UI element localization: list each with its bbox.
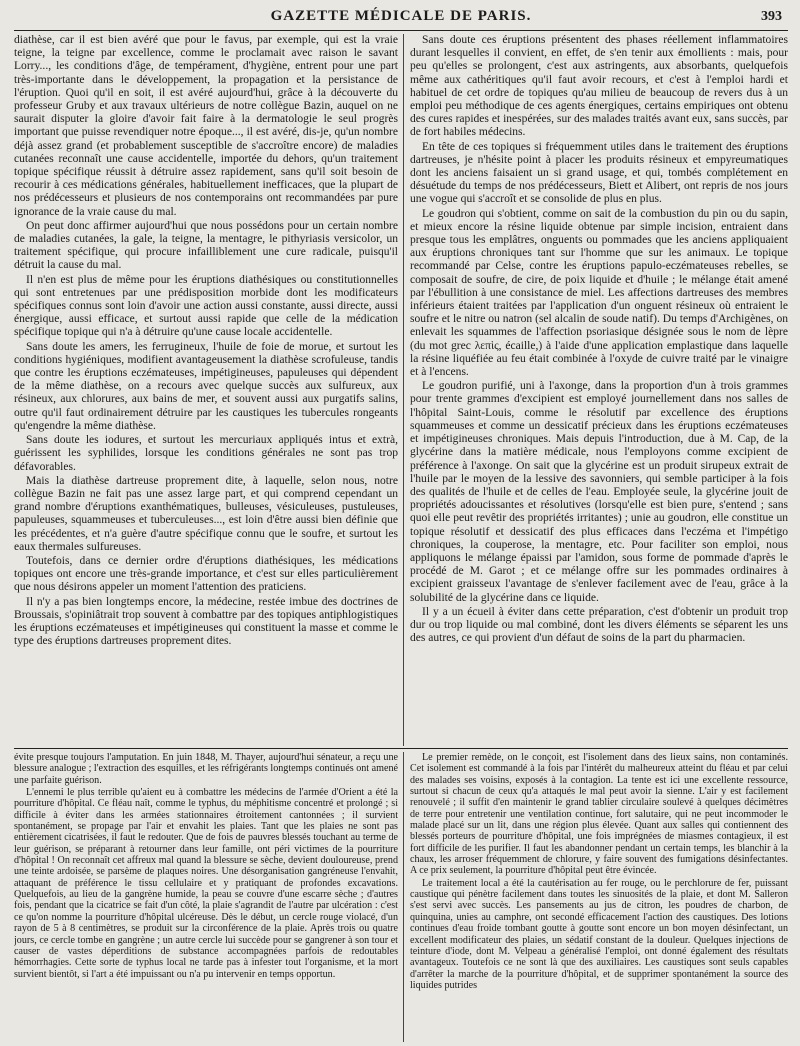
paragraph: Le traitement local a été la cautérisation au fer rouge, ou le perchlorure de fer, puissant caustique qui pénètre facilement dans toutes les sinuosités de la plaie, et dont M. Salleron s'est servi avec succès. Les pansements au jus de citron, les poudres de charbon, de quinquina, unies au camphre, ont secondé efficacement l'action des caustiques. Des lotions continues d'eau froide tombant goutte à goutte sont encore un bon moyen désinfectant, un excellent modificateur des plaies, un sédatif constant de la douleur. Quelques injections de teinture d'iode, dont M. Velpeau a généralisé l'emploi, ont donné également des résultats avantageux. Toutefois ce ne sont là que des auxiliaires. Les caustiques sont seuls capables d'arrêter la marche de la pourriture d'hôpital, et de supprimer spontanément la source des liquides putrides (410, 877, 788, 991)
column-rule (403, 34, 404, 746)
paragraph: Le goudron purifié, uni à l'axonge, dans la proportion d'un à trois grammes pour trente grammes d'excipient est employé journellement dans nos salles de l'hôpital Saint-Louis, comme le résolutif par excellence des éruptions squammeuses et comme un dessicatif précieux dans les éruptions eczémateuses et impétigineuses chroniques. Mais depuis l'introduction, due à M. Cap, de la glycérine dans la matière médicale, nous l'employons comme excipient de préférence à l'axonge. On sait que la glycérine est un produit sirupeux extrait de l'huile par le moyen de la lessive des savonniers, qui semble participer à la fois des qualités de l'huile et de celles de l'eau. Employée seule, la glycérine jouit de propriétés adoucissantes et résolutives (lorsqu'elle est bien pure, s'entend ; sans quoi elle peut revêtir des propriétés irritantes) ; unie au goudron, elle constitue un topique résolutif et dessicatif des plus efficaces dans l'eczéma et l'impétigo chroniques, la couperose, la mentagre, etc. Pour faciliter son emploi, nous appliquons le mélange épaissi par l'amidon, sous forme de pommade d'après le procédé de M. Garot ; et ce mélange offre sur les pommades ordinaires à excipient graisseux l'avantage de s'enlever facilement avec de l'eau, grâce à la solubilité de la glycérine dans ce liquide. (410, 380, 788, 604)
main-article (14, 34, 788, 746)
paragraph: diathèse, car il est bien avéré que pour le favus, par exemple, qui est la vraie teigne, la teigne par excellence, comme le proclamait avec raison le savant Lorry..., les conditions d'âge, de tempérament, d'hygiène, entrent pour une part très-importante dans le développement, la propagation et la persistance de l'éruption. Quoi qu'il en soit, il est avéré aujourd'hui, grâce à la découverte du professeur Gruby et aux travaux ultérieurs de notre collègue Bazin, auquel on ne saurait disputer la gloire d'avoir fait faire à la dermatologie le seul progrès important que puisse revendiquer notre époque..., il est avéré, dis-je, qu'un nombre déjà assez grand (et probablement susceptible de s'accroître encore) de maladies cutanées reconnaît une cause accidentelle, importée du dehors, qu'un traitement topique spécifique réussit à détruire assez rapidement, sans qu'il soit besoin de recourir à ces médications générales, habituellement inefficaces, que la plupart de nos prédécesseurs et plusieurs de nos contemporains ont recommandées par pure ignorance de la vraie cause du mal. (14, 34, 398, 218)
paragraph: évite presque toujours l'amputation. En juin 1848, M. Thayer, aujourd'hui sénateur, a reçu une blessure analogue ; l'extraction des esquilles, et les réfrigérants longtemps continués ont amené une parfaite guérison. (14, 752, 398, 786)
section-divider (14, 748, 788, 749)
paragraph: On peut donc affirmer aujourd'hui que nous possédons pour un certain nombre de maladies cutanées, la gale, la teigne, la mentagre, le pithyriasis versicolor, un traitement spécifique, qui procure infailliblement une cure radicale, puisqu'il détruit la cause du mal. (14, 219, 398, 272)
paragraph: En tête de ces topiques si fréquemment utiles dans le traitement des éruptions dartreuses, je n'hésite point à placer les produits résineux et empyreumatiques dont les anciens faisaient un si grand usage, et qui, tombés complétement en désuétude du temps de nos prédécesseurs, Biett et Alibert, ont repris de nos jours une vogue qui s'accroît et se consolide de plus en plus. (410, 140, 788, 206)
paragraph: Sans doute les amers, les ferrugineux, l'huile de foie de morue, et surtout les conditions hygiéniques, modifient avantageusement la diathèse scrofuleuse, tandis que contre les éruptions eczémateuses, impétigineuses, papuleuses qui dépendent de la même diathèse, on a recours avec quelque succès aux sulfureux, aux résineux, aux chlorures, aux bains de mer, et souvent aussi aux purgatifs salins, outre qu'il faut ordinairement détruire par les caustiques les tubercules rongeants qu'engendre la même diathèse. (14, 340, 398, 432)
paragraph: Il n'en est plus de même pour les éruptions diathésiques ou constitutionnelles qui sont entretenues par une prédisposition morbide dont les modificateurs spécifiques connus sont loin d'avoir une action aussi constante, aussi directe, aussi énergique, aussi efficace, et surtout aussi rapide que celle de la médication spécifique topique qui n'a à détruire qu'une cause locale accidentelle. (14, 273, 398, 339)
page-number: 393 (761, 9, 782, 24)
paragraph: Toutefois, dans ce dernier ordre d'éruptions diathésiques, les médications topiques ont encore une très-grande importance, et c'est sur elles particulièrement que nous désirons appeler un moment l'attention des praticiens. (14, 554, 398, 594)
paragraph: Sans doute ces éruptions présentent des phases réellement inflammatoires durant lesquelles il convient, en effet, de s'en tenir aux émollients : mais, pour peu qu'elles se prolongent, c'est aux astringents, aux absorbants, quelquefois même aux cathéritiques qu'il faut avoir recours, et c'est à l'emploi hardi et habituel de cet ordre de topiques qu'au milieu de beaucoup de revers dus à un emploi peu méthodique de ces agents énergiques, certains empiriques ont obtenu des cures rapides et inespérées, sur des malades traités avant eux, sans succès, par de fort habiles médecins. (410, 34, 788, 139)
paragraph: Il y a un écueil à éviter dans cette préparation, c'est d'obtenir un produit trop dur ou trop liquide ou mal combiné, dont les divers éléments se séparent les uns des autres, ce qui provient d'un défaut de soins de la part du pharmacien. (410, 605, 788, 645)
main-article-left-column (14, 34, 398, 746)
feuilleton-left-column (14, 752, 398, 1042)
page-header (14, 8, 788, 31)
feuilleton-right-column (410, 752, 788, 1042)
paragraph: Sans doute les iodures, et surtout les mercuriaux appliqués intus et extrà, guérissent les syphilides, lorsque les conditions générales ne sont pas trop défavorables. (14, 434, 398, 473)
paragraph: Mais la diathèse dartreuse proprement dite, à laquelle, selon nous, notre collègue Bazin ne fait pas une assez large part, et qui comprend cependant un grand nombre d'éruptions exanthématiques, bulleuses, vésiculeuses, pustuleuses, papuleuses, squammeuses et tuberculeuses..., est loin d'être aussi bien définie que les précédentes, et n'a guère d'autre spécifique connu que le soufre, et surtout les eaux thermales sulfureuses. (14, 474, 398, 553)
journal-title: GAZETTE MÉDICALE DE PARIS. (270, 8, 532, 24)
main-article-right-column (410, 34, 788, 746)
column-rule (403, 752, 404, 1042)
paragraph: Le premier remède, on le conçoit, est l'isolement dans des lieux sains, non contaminés. Cet isolement est commandé à la fois par l'intérêt du malheureux atteint du fléau et par celui des malades ses voisins, exposés à la contagion. La tente est ici une excellente ressource, surtout si chacun de ceux qu'a attaqués le mal peut avoir la sienne. L'air y est facilement renouvelé ; il suffit d'en maintenir le grand tablier circulaire soulevé à quelques décimètres de terre pour entretenir une ventilation continue, fort salutaire, qui ne peut incommoder le malade placé sur un lit, dans une région plus élevée. Quant aux salles qui contiennent des blessés porteurs de pourriture d'hôpital, une fois imprégnées de miasmes contagieux, il est fort difficile de les purifier. Il faut les abandonner pendant un certain temps, les blanchir à la chaux, les arroser fréquemment de chlorure, y faire souvent des fumigations désinfectantes. A ce prix seulement, la pourriture d'hôpital peut être évincée. (410, 752, 788, 877)
paragraph: L'ennemi le plus terrible qu'aient eu à combattre les médecins de l'armée d'Orient a été la pourriture d'hôpital. Ce fléau naît, comme le typhus, du méphitisme concentré et prolongé ; si difficile à éviter dans les armées stationnaires étroitement cantonnées ; il survient spontanément, se propage par l'air et envahit les plaies. Tant que les plaies ne sont pas entièrement cicatrisées, il faut le redouter. Que de fois de pauvres blessés touchant au terme de leur guérison, se préparant à retourner dans leur famille, ont péri victimes de la pourriture d'hôpital ! On reconnaît cet affreux mal quand la blessure se sèche, devient douloureuse, prend une teinte ardoisée, se parsème de plaques noires. Une désorganisation gangréneuse l'envahit, attaquant de préférence le tissu cellulaire et y pratiquant de profondes excavations. Quelquefois, au lieu de la gangrène humide, la peau se couvre d'une escarre sèche ; d'autres fois, pendant que la cicatrice se fait d'un côté, la plaie s'agrandit de l'autre par ulcération : c'est ce qu'on nomme la pourriture d'hôpital ulcéreuse. Dès le début, un cercle rouge violacé, d'un rayon de 5 à 8 centimètres, se produit sur la circonférence de la plaie. Après trois ou quatre jours, ce cercle tombe en gangrène ; un autre cercle lui succède pour se gangrener à son tour et causer de vastes déperditions de substance accompagnées parfois de redoutables hémorrhagies. Cette sorte de typhus local ne tarde pas à infester tout l'organisme, et la mort survient bientôt, si l'art a été impuissant ou n'a pu intervenir en temps opportun. (14, 787, 398, 980)
paragraph: Il n'y a pas bien longtemps encore, la médecine, restée imbue des doctrines de Broussais, s'opiniâtrait trop souvent à combattre par des topiques antiphlogistiques les éruptions eczémateuses et impétigineuses qui constituent la masse et comme le type des éruptions dartreuses proprement dites. (14, 595, 398, 648)
paragraph: Le goudron qui s'obtient, comme on sait de la combustion du pin ou du sapin, et mieux encore la résine liquide obtenue par simple incision, entraient dans presque tous les emplâtres, onguents ou pommades que les anciens appliquaient aux éruptions chroniques tant sur l'homme que sur les animaux. Le topique recommandé par Celse, contre les éruptions papulo-eczémateuses rebelles, se composait de soufre, de cire, de poix liquide et d'huile ; le mélange était amené par l'ébullition à une consistance de miel. Les affections dartreuses des membres inférieurs étaient traitées par l'application d'un onguent résineux où entraient le soufre et le nitre ou natron (sel alcalin de soude natif). Du temps d'Archigènes, on enlevait les squammes de l'affection psoriasique désignée sous le nom de lèpre (du mot grec λεπὶς, écaille,) à l'aide d'une application emplastique dans laquelle la résine liquéfiée au feu était combinée à l'oxyde de cuivre traité par le vinaigre et à l'encens. (410, 207, 788, 379)
feuilleton-article (14, 752, 788, 1042)
